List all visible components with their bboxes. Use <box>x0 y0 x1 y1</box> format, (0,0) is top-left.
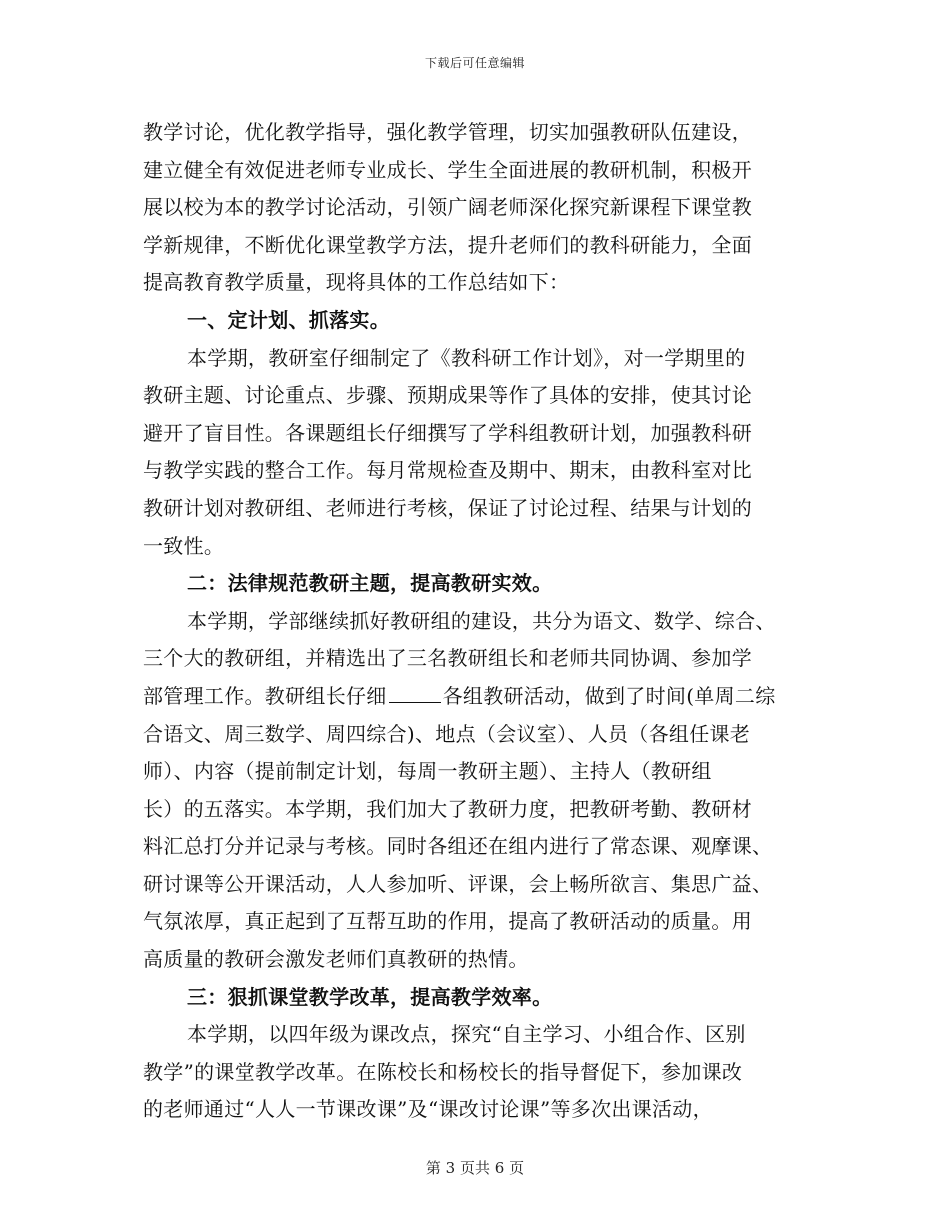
text-line: 气氛浓厚，真正起到了互帮互助的作用，提高了教研活动的质量。用 <box>143 909 752 934</box>
page-header: 下载后可任意编辑 <box>424 56 525 70</box>
text-line: 一致性。 <box>143 533 225 558</box>
text-line: 提高教育教学质量，现将具体的工作总结如下： <box>143 270 570 295</box>
text-line: 长）的五落实。本学期，我们加大了教研力度，把教研考勤、教研材 <box>143 796 752 821</box>
section-heading: 一、定计划、抓落实。 <box>187 307 390 332</box>
section-heading: 二：法律规范教研主题，提高教研实效。 <box>187 571 553 596</box>
text-line: 师）、内容（提前制定计划，每周一教研主题）、主持人（教研组 <box>143 759 712 784</box>
text-segment: 各组教研活动，做到了时间(单周二综 <box>442 683 776 708</box>
text-line: 教研计划对教研组、老师进行考核，保证了讨论过程、结果与计划的 <box>143 495 752 520</box>
fill-in-blank <box>389 684 441 703</box>
text-line-with-blank <box>143 678 815 716</box>
text-line: 展以校为本的教学讨论活动，引领广阔老师深化探究新课程下课堂教 <box>143 195 752 220</box>
document-body <box>143 114 815 1129</box>
text-line: 教研主题、讨论重点、步骤、预期成果等作了具体的安排，使其讨论 <box>143 383 752 408</box>
text-line: 避开了盲目性。各课题组长仔细撰写了学科组教研计划，加强教科研 <box>143 420 752 445</box>
text-line: 料汇总打分并记录与考核。同时各组还在组内进行了常态课、观摩课、 <box>143 834 773 859</box>
text-line: 高质量的教研会激发老师们真教研的热情。 <box>143 947 529 972</box>
text-line: 教学”的课堂教学改革。在陈校长和杨校长的指导督促下，参加课改 <box>143 1059 743 1084</box>
text-line: 与教学实践的整合工作。每月常规检查及期中、期末，由教科室对比 <box>143 458 752 483</box>
text-line: 三个大的教研组，并精选出了三名教研组长和老师共同协调、参加学 <box>143 646 752 671</box>
text-line: 本学期，以四年级为课改点，探究“自主学习、小组合作、区别 <box>187 1022 746 1047</box>
text-line: 的老师通过“人人一节课改课”及“课改讨论课”等多次出课活动， <box>143 1097 713 1122</box>
text-line: 本学期，学部继续抓好教研组的建设，共分为语文、数学、综合、 <box>187 608 776 633</box>
text-line: 本学期，教研室仔细制定了《教科研工作计划》，对一学期里的 <box>187 345 746 370</box>
text-line: 教学讨论，优化教学指导，强化教学管理，切实加强教研队伍建设， <box>143 120 752 144</box>
text-line: 研讨课等公开课活动，人人参加听、评课，会上畅所欲言、集思广益、 <box>143 871 773 896</box>
text-line: 合语文、周三数学、周四综合)、地点（会议室）、人员（各组任课老 <box>143 721 751 746</box>
text-segment: 部管理工作。教研组长仔细 <box>143 683 387 708</box>
page-number: 第 3 页共 6 页 <box>425 1159 525 1177</box>
text-line: 学新规律，不断优化课堂教学方法，提升老师们的教科研能力，全面 <box>143 232 752 257</box>
text-line: 建立健全有效促进老师专业成长、学生全面进展的教研机制，积极开 <box>143 157 752 182</box>
section-heading: 三：狠抓课堂教学改革，提高教学效率。 <box>187 984 553 1009</box>
